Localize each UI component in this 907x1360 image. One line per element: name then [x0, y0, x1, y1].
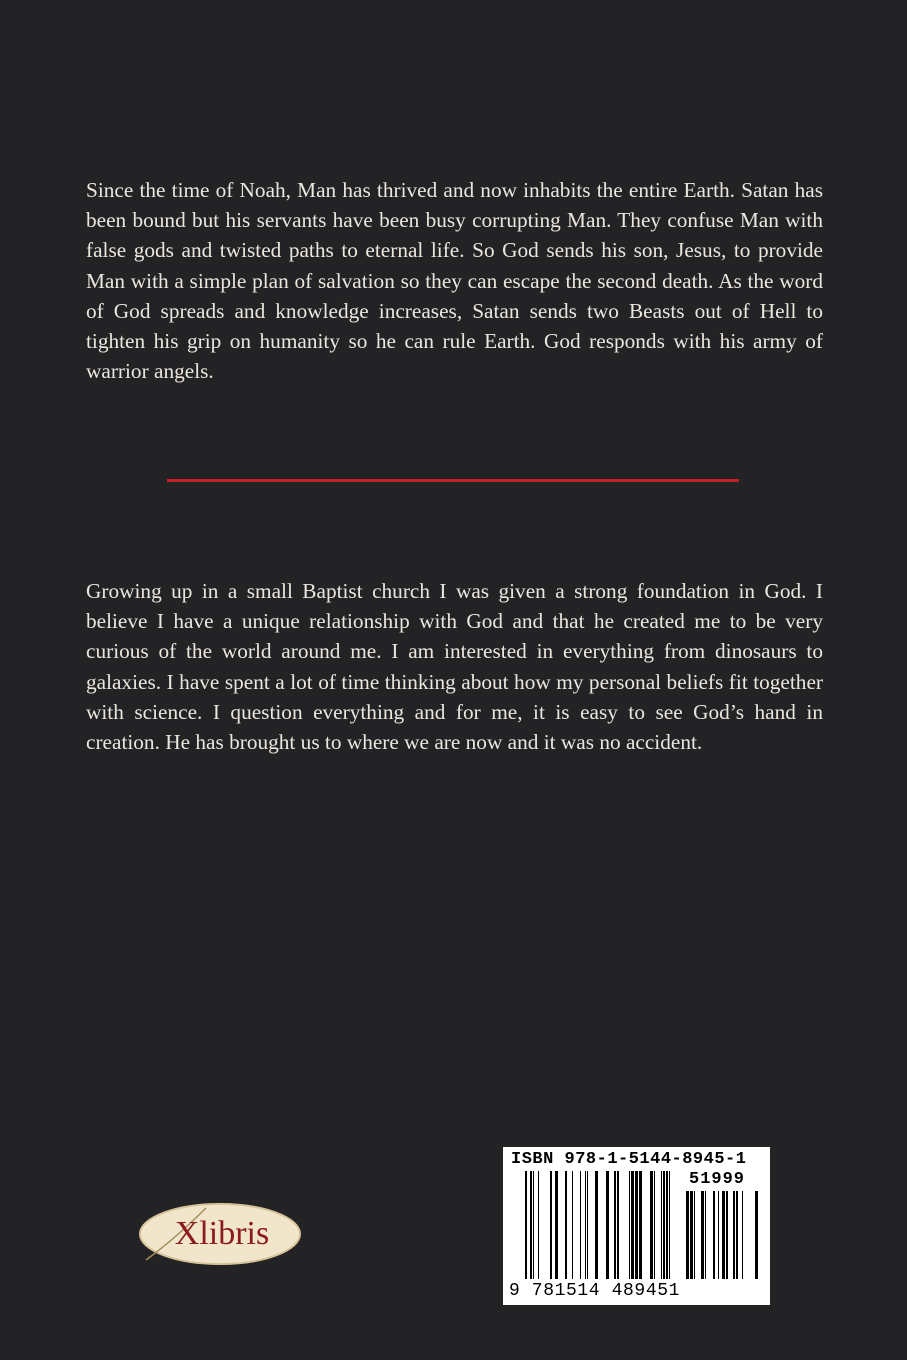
- section-divider: [167, 479, 739, 482]
- isbn-label: ISBN 978-1-5144-8945-1: [511, 1150, 747, 1169]
- price-code: 51999: [689, 1170, 746, 1189]
- barcode-bars: [525, 1171, 675, 1279]
- author-bio: Growing up in a small Baptist church I was given a strong foundation in God. I believe I have a unique relationship with God and that he created me to be very curious of the world around me. I am interested in everything from dinosaurs to galaxies. I have spent a lot of time thinking about how my personal beliefs fit together with science. I question everything and for me, it is easy to see God’s hand in creation. He has brought us to where we are now and it was no accident.: [86, 579, 823, 755]
- book-blurb: Since the time of Noah, Man has thrived and now inhabits the entire Earth. Satan has been bound but his servants have been busy corrupting Man. They confuse Man with false gods and twisted paths to eternal life. So God sends his son, Jesus, to provide Man with a simple plan of salvation so they can escape the second death. As the word of God spreads and knowledge increases, Satan sends two Beasts out of Hell to tighten his grip on humanity so he can rule Earth. God responds with his army of warrior angels.: [86, 178, 823, 384]
- isbn-barcode: [503, 1147, 770, 1305]
- publisher-logo: [136, 1198, 304, 1270]
- ean-digits: 9 781514 489451: [509, 1281, 681, 1301]
- barcode-addon-bars: [686, 1191, 762, 1279]
- publisher-name: Xlibris: [174, 1215, 270, 1252]
